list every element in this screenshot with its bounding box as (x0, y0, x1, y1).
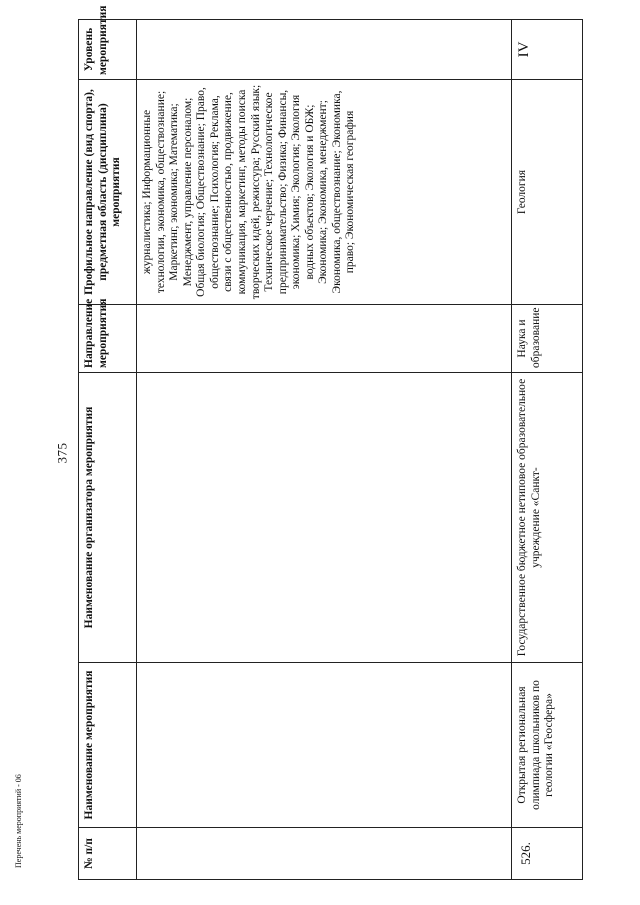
cell-organizer: Государственное бюджетное нетиповое образовательное учреждение «Санкт- (512, 373, 583, 663)
cell-event-name (137, 663, 512, 828)
rotated-table-container (78, 5, 582, 880)
header-direction: Направление мероприятия (79, 305, 137, 373)
cell-profile: журналистика; Информационные технологии, экономика, обществознание; Маркетинг, экономика; Математика; Менеджмент, управление персоналом; Общая биология; Обществознание; Право, обществознание; Психология; Реклама, связи с общественностью, продвижение, коммуникация, маркетинг, методы поиска творческих идей, режиссура; Русский язык; Техническое черчение; Технологическое предпринимательство; Физика; Финансы, экономика; Химия; Экология; Экология водных объектов; Экология и ОБЖ; Экономика; Экономика, менеджмент; Экономика, обществознание; Экономика, право; Экономическая география (137, 80, 512, 305)
header-organizer: Наименование организатора мероприятия (79, 373, 137, 663)
cell-direction: Наука и образование (512, 305, 583, 373)
cell-profile: Геология (512, 80, 583, 305)
header-profile: Профильное направление (вид спорта), предметная область (дисциплина) мероприятия (79, 80, 137, 305)
header-event-name: Наименование мероприятия (79, 663, 137, 828)
cell-level: IV (512, 20, 583, 80)
footer-note: Перечень мероприятий - 06 (14, 774, 23, 868)
cell-direction (137, 305, 512, 373)
header-level: Уровень мероприятия (79, 20, 137, 80)
header-num: № п/п (79, 828, 137, 880)
cell-organizer (137, 373, 512, 663)
page-number: 375 (54, 442, 70, 464)
cell-level (137, 20, 512, 80)
table-header-row (79, 20, 137, 880)
cell-num: 526. (512, 828, 583, 880)
table-row (512, 20, 583, 880)
cell-event-name: Открытая региональная олимпиада школьников по геологии «Геосфера» (512, 663, 583, 828)
cell-num (137, 828, 512, 880)
table-row (137, 20, 512, 880)
events-table (78, 5, 583, 880)
